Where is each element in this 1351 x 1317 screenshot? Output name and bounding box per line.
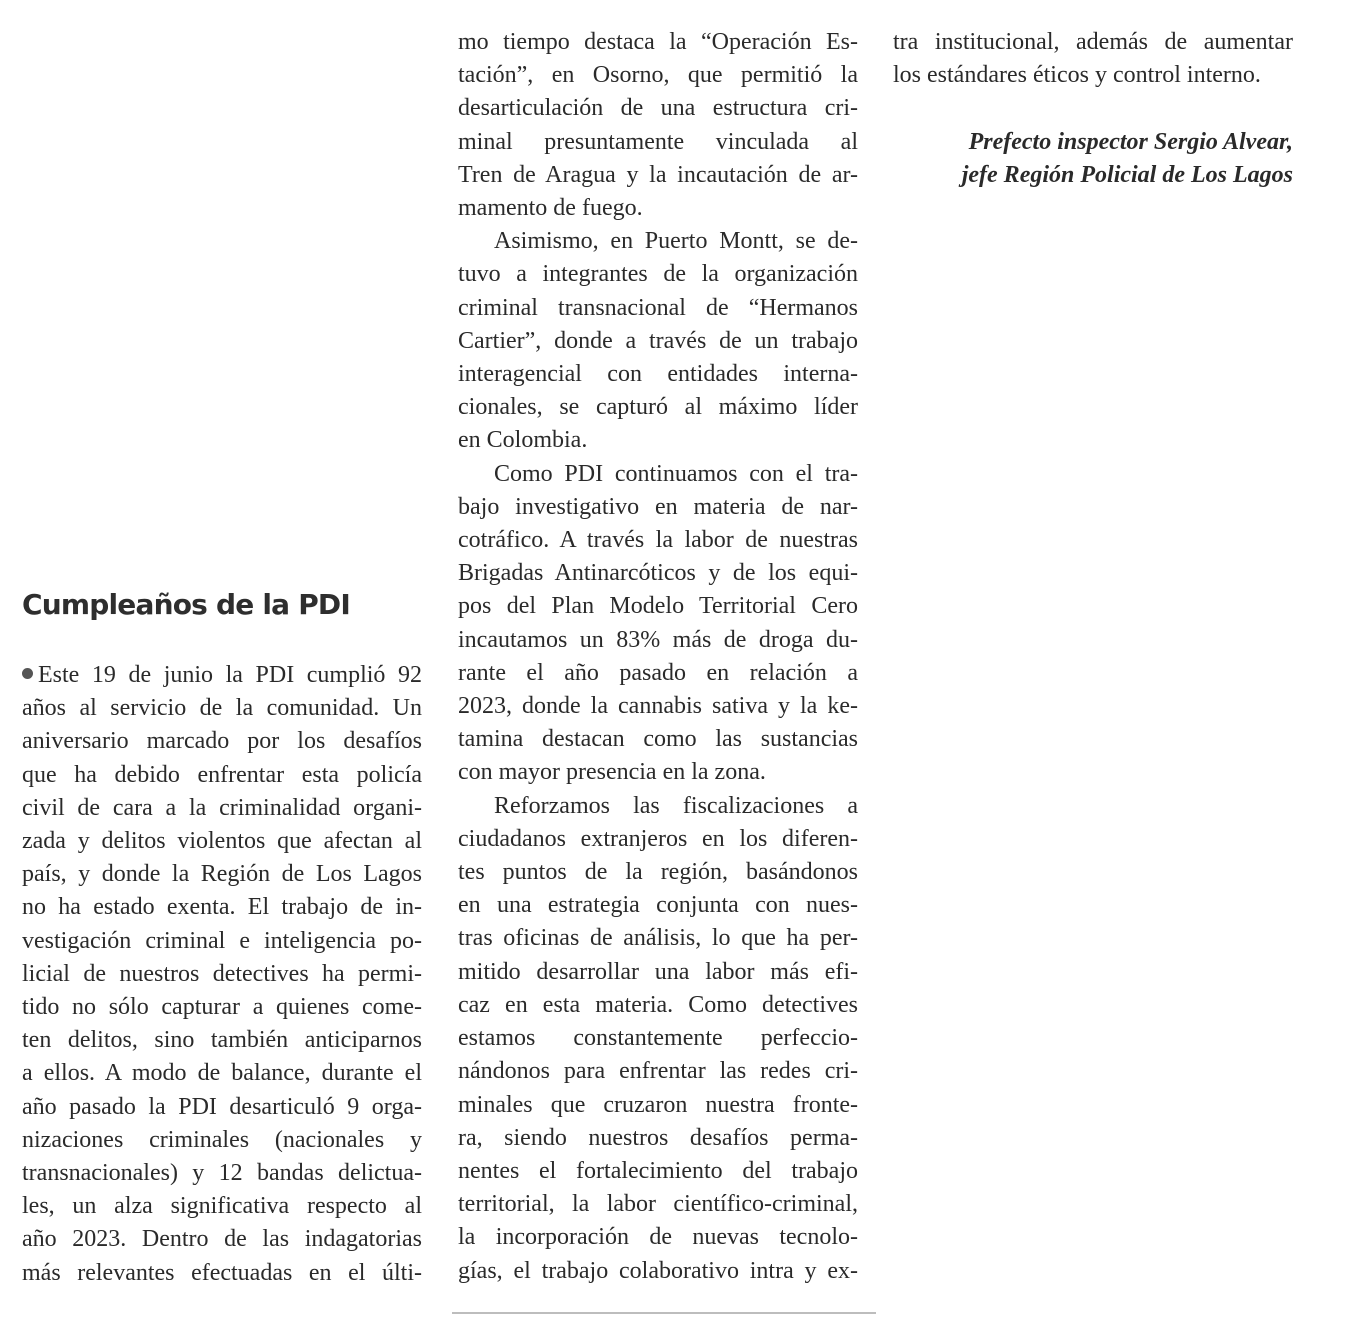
text-line: mitido desarrollar una labor más efi- — [458, 958, 858, 985]
text-line: nándonos para enfrentar las redes cri- — [458, 1058, 858, 1085]
text-line: ten delitos, sino también anticiparnos — [22, 1027, 422, 1054]
text-line: cionales, se capturó al máximo líder — [458, 394, 858, 421]
text-line: Brigadas Antinarcóticos y de los equi- — [458, 560, 858, 587]
text-line: año 2023. Dentro de las indagatorias — [22, 1226, 422, 1253]
text-line: en una estrategia conjunta con nues- — [458, 892, 858, 919]
text-line: licial de nuestros detectives ha permi- — [22, 960, 422, 987]
text-line: la incorporación de nuevas tecnolo- — [458, 1224, 858, 1251]
signature-line: Prefecto inspector Sergio Alvear, — [968, 129, 1293, 155]
text-line: Tren de Aragua y la incautación de ar- — [458, 161, 858, 188]
text-line: Reforzamos las fiscalizaciones a — [494, 792, 858, 819]
text-line: con mayor presencia en la zona. — [458, 759, 766, 786]
text-line: 2023, donde la cannabis sativa y la ke- — [458, 693, 858, 720]
section-headline: Cumpleaños de la PDI — [22, 588, 350, 621]
text-line: desarticulación de una estructura cri- — [458, 95, 858, 122]
text-line: vestigación criminal e inteligencia po- — [22, 927, 422, 954]
text-line: interagencial con entidades interna- — [458, 361, 858, 388]
text-line: Este 19 de junio la PDI cumplió 92 — [22, 659, 422, 692]
text-line: estamos constantemente perfeccio- — [458, 1025, 858, 1052]
author-signature — [873, 126, 1293, 192]
text-line: tamina destacan como las sustancias — [458, 726, 858, 753]
paragraph — [458, 26, 858, 225]
text-line: no ha estado exenta. El trabajo de in- — [22, 894, 422, 921]
text-line: minales que cruzaron nuestra fronte- — [458, 1091, 858, 1118]
column-divider — [452, 1312, 876, 1314]
text-line: tras oficinas de análisis, lo que ha per- — [458, 925, 858, 952]
text-line: tido no sólo capturar a quienes come- — [22, 994, 422, 1021]
text-line: caz en esta materia. Como detectives — [458, 991, 858, 1018]
paragraph — [458, 458, 858, 790]
text-line: Cartier”, donde a través de un trabajo — [458, 327, 858, 354]
signature-line: jefe Región Policial de Los Lagos — [961, 162, 1293, 189]
text-line: mo tiempo destaca la “Operación Es- — [458, 29, 858, 55]
text-line: Asimismo, en Puerto Montt, se de- — [494, 228, 858, 255]
article-column-right — [893, 26, 1293, 92]
text-line: que ha debido enfrentar esta policía — [22, 761, 422, 788]
paragraph — [893, 26, 1293, 92]
text-line: años al servicio de la comunidad. Un — [22, 695, 422, 722]
text-line: tuvo a integrantes de la organización — [458, 261, 858, 288]
article-column-left — [22, 659, 422, 1290]
text-line: en Colombia. — [458, 427, 588, 454]
text-line: aniversario marcado por los desafíos — [22, 728, 422, 755]
text-line: ciudadanos extranjeros en los diferen- — [458, 825, 858, 852]
text-line: les, un alza significativa respecto al — [22, 1193, 422, 1220]
text-line: cotráfico. A través la labor de nuestras — [458, 527, 858, 554]
bullet-icon — [22, 668, 33, 679]
text-line: a ellos. A modo de balance, durante el — [22, 1060, 422, 1087]
text-line: Como PDI continuamos con el tra- — [494, 460, 858, 487]
paragraph — [458, 790, 858, 1288]
text-line: pos del Plan Modelo Territorial Cero — [458, 593, 858, 620]
text-line: año pasado la PDI desarticuló 9 orga- — [22, 1093, 422, 1120]
text-line: criminal transnacional de “Hermanos — [458, 294, 858, 321]
text-line: país, y donde la Región de Los Lagos — [22, 861, 422, 888]
text-line: minal presuntamente vinculada al — [458, 128, 858, 155]
text-line: ra, siendo nuestros desafíos perma- — [458, 1124, 858, 1151]
text-line: civil de cara a la criminalidad organi- — [22, 794, 422, 821]
text-line: zada y delitos violentos que afectan al — [22, 828, 422, 855]
paragraph — [458, 225, 858, 457]
text-line: bajo investigativo en materia de nar- — [458, 493, 858, 520]
text-line: tra institucional, además de aumentar — [893, 29, 1293, 55]
text-line: los estándares éticos y control interno. — [893, 62, 1261, 89]
text-line: tación”, en Osorno, que permitió la — [458, 62, 858, 89]
text-line: transnacionales) y 12 bandas delictua- — [22, 1160, 422, 1187]
text-line: rante el año pasado en relación a — [458, 659, 858, 686]
text-line: incautamos un 83% más de droga du- — [458, 626, 858, 653]
text-line: más relevantes efectuadas en el últi- — [22, 1259, 422, 1286]
text-line: gías, el trabajo colaborativo intra y ex- — [458, 1257, 858, 1284]
text-line: mamento de fuego. — [458, 195, 643, 222]
text-line: territorial, la labor científico-criminal, — [458, 1191, 858, 1218]
paragraph — [22, 659, 422, 1290]
text-line: nizaciones criminales (nacionales y — [22, 1126, 422, 1153]
article-column-middle — [458, 26, 858, 1288]
text-line: tes puntos de la región, basándonos — [458, 859, 858, 886]
text-line: nentes el fortalecimiento del trabajo — [458, 1157, 858, 1184]
